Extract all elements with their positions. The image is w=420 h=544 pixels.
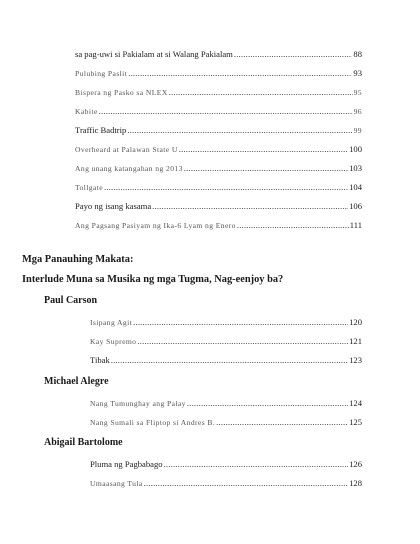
toc-entry-page: 123 bbox=[349, 355, 362, 365]
toc-entry-page: 121 bbox=[349, 336, 362, 346]
toc-entry-page: 93 bbox=[353, 68, 362, 78]
author-name: Abigail Bartolome bbox=[44, 437, 123, 448]
dot-leader bbox=[99, 106, 353, 117]
author-name: Paul Carson bbox=[44, 295, 98, 306]
dot-leader bbox=[187, 398, 348, 409]
toc-entry-page: 120 bbox=[349, 317, 362, 327]
toc-entry-title: sa pag-uwi si Pakialam at si Walang Pakialam bbox=[75, 49, 233, 59]
toc-entry bbox=[75, 125, 362, 136]
dot-leader bbox=[127, 125, 352, 136]
toc-entry bbox=[90, 478, 362, 489]
toc-entry-page: 100 bbox=[349, 144, 362, 154]
dot-leader bbox=[216, 417, 348, 428]
toc-entry-title: Isipang Agit bbox=[90, 318, 133, 327]
toc-entry bbox=[90, 355, 362, 366]
dot-leader bbox=[144, 478, 348, 489]
dot-leader bbox=[137, 336, 348, 347]
dot-leader bbox=[184, 163, 348, 174]
toc-entry-page: 96 bbox=[353, 107, 362, 116]
toc-entry-page: 88 bbox=[353, 49, 362, 59]
toc-entry-page: 111 bbox=[349, 220, 362, 230]
dot-leader bbox=[164, 459, 349, 470]
dot-leader bbox=[237, 220, 349, 231]
toc-entry bbox=[75, 144, 362, 155]
author-name: Michael Alegre bbox=[44, 376, 109, 387]
toc-entry bbox=[90, 317, 362, 328]
toc-entry bbox=[90, 417, 362, 428]
toc-entry-title: Kay Supremo bbox=[90, 337, 137, 346]
toc-entry-title: Kabite bbox=[75, 107, 98, 116]
toc-entry bbox=[75, 163, 362, 174]
toc-entry bbox=[75, 68, 362, 79]
toc-entry bbox=[75, 106, 362, 117]
dot-leader bbox=[128, 68, 352, 79]
toc-entry bbox=[75, 87, 362, 98]
toc-entry bbox=[75, 201, 362, 212]
section-heading: Mga Panauhing Makata: bbox=[22, 254, 134, 265]
toc-entry-title: Traffic Badtrip bbox=[75, 125, 127, 135]
toc-entry-page: 103 bbox=[349, 163, 362, 173]
toc-entry-page: 124 bbox=[349, 398, 362, 408]
toc-entry-title: Nang Tumunghay ang Palay bbox=[90, 399, 186, 408]
toc-entry-title: Pluma ng Pagbabago bbox=[90, 459, 163, 469]
dot-leader bbox=[104, 182, 348, 193]
dot-leader bbox=[234, 49, 353, 60]
toc-entry bbox=[75, 182, 362, 193]
toc-entry-page: 95 bbox=[353, 88, 362, 97]
toc-entry-title: Payo ng isang kasama bbox=[75, 201, 152, 211]
toc-entry-page: 104 bbox=[349, 182, 362, 192]
toc-entry-page: 99 bbox=[353, 126, 362, 135]
toc-entry-title: Pulubing Paslit bbox=[75, 69, 128, 78]
toc-entry bbox=[75, 220, 362, 231]
toc-entry-page: 128 bbox=[349, 478, 362, 488]
toc-entry-page: 106 bbox=[349, 201, 362, 211]
toc-entry-title: Bispera ng Pasko sa NLEX bbox=[75, 88, 168, 97]
toc-entry bbox=[75, 49, 362, 60]
dot-leader bbox=[169, 87, 353, 98]
toc-entry-title: Tollgate bbox=[75, 183, 103, 192]
dot-leader bbox=[111, 355, 348, 366]
toc-entry-page: 125 bbox=[349, 417, 362, 427]
dot-leader bbox=[179, 144, 348, 155]
toc-entry-title: Umaasang Tula bbox=[90, 479, 143, 488]
section-subheading: Interlude Muna sa Musika ng mga Tugma, Nag-eenjoy ba? bbox=[22, 274, 284, 285]
dot-leader bbox=[152, 201, 348, 212]
toc-entry bbox=[90, 398, 362, 409]
toc-entry bbox=[90, 336, 362, 347]
toc-entry-title: Nang Sumali sa Fliptop si Andres B. bbox=[90, 418, 216, 427]
toc-entry-title: Ang unang katangahan ng 2013 bbox=[75, 164, 183, 173]
toc-entry-title: Overheard at Palawan State U bbox=[75, 145, 178, 154]
toc-entry-title: Tibak bbox=[90, 355, 110, 365]
toc-entry-title: Ang Pagsang Pasiyam ng Ika-6 Lyam ng Enero bbox=[75, 221, 236, 230]
dot-leader bbox=[133, 317, 348, 328]
toc-entry-page: 126 bbox=[349, 459, 362, 469]
toc-entry bbox=[90, 459, 362, 470]
